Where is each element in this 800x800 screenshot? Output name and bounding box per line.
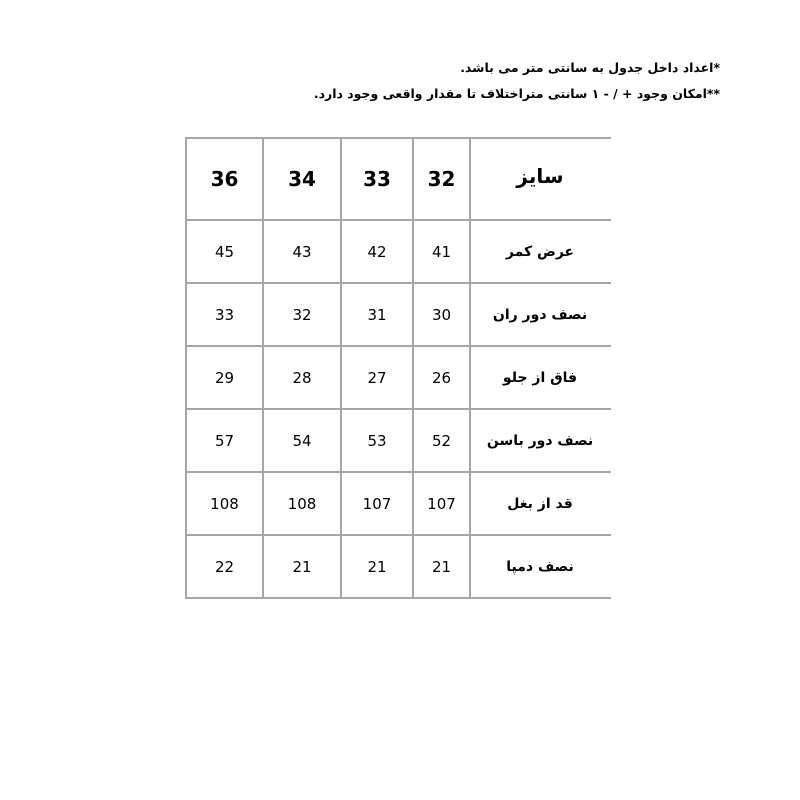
table-cell: 21 (263, 535, 341, 598)
table-cell: 45 (186, 220, 263, 283)
table-cell: 41 (413, 220, 470, 283)
table-cell: 33 (186, 283, 263, 346)
size-header-label: سایز (470, 138, 611, 220)
table-cell: 108 (186, 472, 263, 535)
table-cell: 57 (186, 409, 263, 472)
table-cell: 31 (341, 283, 413, 346)
size-table (185, 137, 611, 599)
table-row (186, 220, 611, 283)
size-header-cell: 34 (263, 138, 341, 220)
table-row (186, 472, 611, 535)
table-row (186, 283, 611, 346)
table-row (186, 535, 611, 598)
table-cell: 42 (341, 220, 413, 283)
table-cell: 22 (186, 535, 263, 598)
note-tolerance: **امکان وجود + / - ۱ سانتی متراختلاف تا مقدار واقعی وجود دارد. (313, 86, 720, 101)
table-cell: 52 (413, 409, 470, 472)
row-label: نصف دور ران (470, 283, 611, 346)
table-cell: 21 (413, 535, 470, 598)
table-cell: 27 (341, 346, 413, 409)
table-cell: 30 (413, 283, 470, 346)
row-label: فاق از جلو (470, 346, 611, 409)
table-cell: 29 (186, 346, 263, 409)
row-label: قد از بغل (470, 472, 611, 535)
table-row (186, 346, 611, 409)
row-label: عرض کمر (470, 220, 611, 283)
row-label: نصف دمپا (470, 535, 611, 598)
table-cell: 108 (263, 472, 341, 535)
size-header-cell: 32 (413, 138, 470, 220)
note-units: *اعداد داخل جدول به سانتی متر می باشد. (460, 60, 720, 75)
row-label: نصف دور باسن (470, 409, 611, 472)
table-cell: 32 (263, 283, 341, 346)
table-cell: 28 (263, 346, 341, 409)
table-cell: 26 (413, 346, 470, 409)
table-cell: 43 (263, 220, 341, 283)
table-header-row (186, 138, 611, 220)
table-cell: 107 (413, 472, 470, 535)
table-row (186, 409, 611, 472)
table-cell: 53 (341, 409, 413, 472)
table-cell: 54 (263, 409, 341, 472)
size-header-cell: 36 (186, 138, 263, 220)
table-cell: 107 (341, 472, 413, 535)
size-header-cell: 33 (341, 138, 413, 220)
table-cell: 21 (341, 535, 413, 598)
